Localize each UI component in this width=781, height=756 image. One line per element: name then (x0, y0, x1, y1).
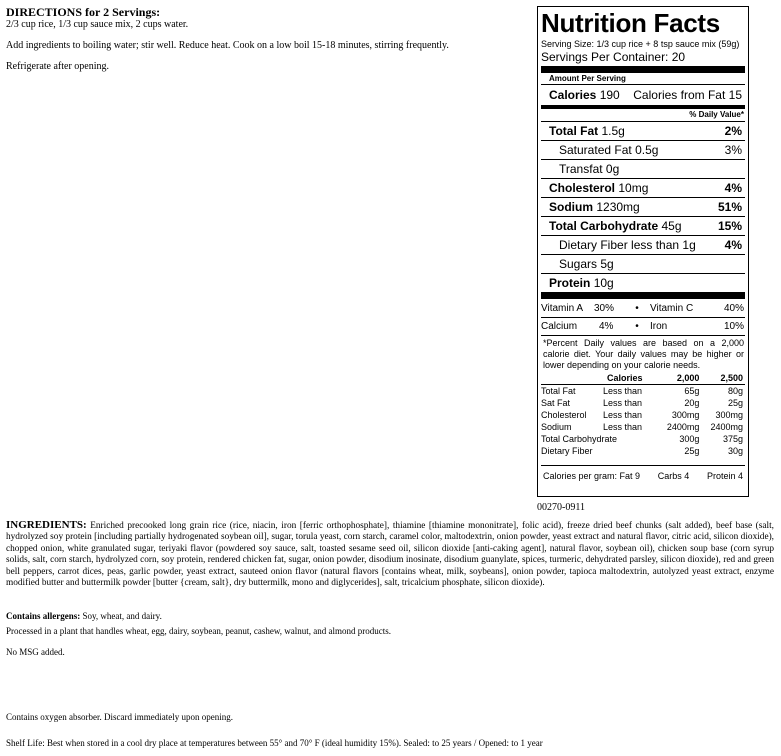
calories-value: 190 (599, 88, 620, 102)
table-cell: 375g (722, 434, 743, 444)
nutrient-amount: less than 1g (631, 238, 696, 252)
directions-line: Refrigerate after opening. (6, 61, 110, 72)
table-cell: 20g (684, 398, 700, 408)
nutrient-row-dietary-fiber (541, 235, 745, 254)
vitamin-a-label: Vitamin A (541, 303, 584, 314)
vitamin-c-value: 40% (723, 303, 744, 314)
table-cell: Total Fat (541, 386, 576, 396)
table-header (541, 372, 599, 385)
divider (541, 317, 745, 318)
nutrient-label: Saturated Fat (559, 143, 632, 157)
table-cell: 2400mg (710, 422, 743, 432)
nutrient-pct: 2% (724, 124, 742, 138)
daily-value-header: % Daily Value* (689, 110, 744, 119)
calcium-value: 4% (599, 321, 614, 332)
calories (549, 85, 620, 105)
allergens (6, 611, 162, 622)
nutrition-facts-title: Nutrition Facts (541, 8, 720, 38)
directions-title: DIRECTIONS for 2 Servings: (6, 5, 161, 19)
table-cell: 300g (679, 434, 700, 444)
table-cell: 80g (727, 386, 743, 396)
ingredients-text: Enriched precooked long grain rice (rice, niacin, iron [ferric orthophosphate], thiamine [thiamine mononitrate], folic acid), freeze dried beef chunks (salt added), beef base (salt, hydrolyzed soy protein [including partially hydrogenated soybean oil], sugar, torula yeast, corn starch, caramel color, maltodextrin, onion powder, yeast extract and natural flavor, citric acid, silicon dioxide), chopped onion, white granulated sugar, teriyaki flavor (powdered soy sauce, salt, toasted sesame seed oil, silicon dioxide [anti-caking agent], natural flavor, soybean oil), chicken soup base (corn syrup solids, salt, corn starch, hydrolyzed corn, soy protein, rendered chicken fat, sugar, onion powder, disodium inosinate, disodium guanylate, spices, turmeric, dehydrated parsley, silicon dioxide), red and green bell peppers, carrot dices, peas, garlic powder, yeast extract, sauteed onion flavor (natural flavors [contains wheat, milk, soybeans], onion powder, tapioca maltodextrin, autolyzed yeast extract, enzyme modified butter and buttermilk powder [butter {cream, salt}, dry buttermilk, mono and diglycerides], salt, tricalcium phosphate, silicon dioxide). (6, 521, 774, 589)
calories-from-fat (633, 85, 742, 105)
mineral-row (541, 319, 745, 335)
calories-row (541, 85, 745, 105)
daily-values-table (541, 372, 745, 457)
nutrient-row-sugars (541, 254, 745, 273)
allergens-label: Contains allergens: (6, 611, 81, 621)
nutrient-amount: 10mg (618, 181, 649, 195)
nutrient-label: Transfat (559, 162, 603, 176)
table-row (541, 385, 745, 398)
table-cell: 300mg (715, 410, 743, 420)
vitamin-row (541, 301, 745, 317)
iron-label: Iron (650, 321, 668, 332)
product-code: 00270-0911 (537, 502, 585, 513)
nutrient-row-sodium (541, 197, 745, 216)
calories-label: Calories (549, 88, 597, 102)
nutrient-label: Protein (549, 276, 591, 290)
nutrient-pct: 51% (717, 200, 742, 214)
table-cell: 300mg (671, 410, 700, 420)
nutrient-label: Sodium (549, 200, 593, 214)
nutrient-pct: 3% (724, 143, 742, 157)
nutrient-row-protein (541, 273, 745, 292)
directions-section (6, 5, 526, 73)
shelf-life: Shelf Life: Best when stored in a cool dry place at temperatures between 55° and 70° F (ideal humidity 15%). Sealed: to 25 years / Opened: to 1 year (6, 738, 543, 748)
allergens-text: Soy, wheat, and dairy. (82, 611, 162, 621)
calories-fat-value: 15 (728, 88, 742, 102)
amount-per-serving: Amount Per Serving (549, 74, 626, 83)
nutrient-amount: 1230mg (596, 200, 640, 214)
table-cell: Less than (603, 386, 643, 396)
bullet: • (635, 303, 639, 314)
no-msg-notice: No MSG added. (6, 647, 65, 657)
calories-per-gram (541, 466, 745, 482)
divider-thick (541, 292, 745, 299)
calories-fat-label: Calories from Fat (633, 88, 726, 102)
divider-thick (541, 66, 745, 73)
processed-notice: Processed in a plant that handles wheat, egg, dairy, soybean, peanut, cashew, walnut, and almond products. (6, 626, 391, 636)
cpg-fat: Fat 9 (619, 471, 641, 481)
bullet: • (635, 321, 639, 332)
ingredients-label: INGREDIENTS: (6, 519, 87, 531)
calcium-label: Calcium (541, 321, 578, 332)
nutrient-pct: 4% (724, 181, 742, 195)
nutrient-amount: 0.5g (635, 143, 659, 157)
nutrient-row-total-carbohydrate (541, 216, 745, 235)
table-cell: Sat Fat (541, 398, 571, 408)
table-header: 2,500 (720, 373, 743, 383)
table-cell: 25g (727, 398, 743, 408)
cpg-protein: Protein 4 (706, 471, 743, 481)
nutrient-pct: 15% (717, 219, 742, 233)
table-cell: 65g (684, 386, 700, 396)
table-header: Calories (607, 373, 643, 383)
table-cell: 2400mg (666, 422, 700, 432)
nutrient-amount: 5g (600, 257, 614, 271)
nutrient-row-cholesterol (541, 178, 745, 197)
table-cell: Less than (603, 398, 643, 408)
vitamin-a-value: 30% (594, 303, 615, 314)
table-cell: Dietary Fiber (541, 446, 593, 456)
table-row (541, 421, 745, 433)
nutrient-label: Sugars (559, 257, 598, 271)
table-row (541, 445, 745, 457)
nutrient-row-transfat (541, 159, 745, 178)
cpg-carbs: Carbs 4 (657, 471, 690, 481)
table-cell: Less than (603, 422, 643, 432)
nutrient-row-total-fat (541, 121, 745, 140)
table-cell: Sodium (541, 422, 572, 432)
nutrient-label: Total Fat (549, 124, 599, 138)
table-header-row (541, 372, 745, 385)
oxygen-absorber-notice: Contains oxygen absorber. Discard immediately upon opening. (6, 712, 233, 722)
directions-line: Add ingredients to boiling water; stir well. Reduce heat. Cook on a low boil 15-18 minutes, stirring frequently. (6, 40, 449, 51)
cpg-label: Calories per gram: (543, 471, 618, 481)
cpg-label-fat (543, 470, 640, 482)
servings-per-container: Servings Per Container: 20 (541, 50, 686, 64)
nutrient-label: Total Carbohydrate (549, 219, 659, 233)
table-cell: 30g (727, 446, 743, 456)
table-row (541, 397, 745, 409)
vitamin-c-label: Vitamin C (650, 303, 694, 314)
table-cell: Less than (603, 410, 643, 420)
serving-size: Serving Size: 1/3 cup rice + 8 tsp sauce mix (59g) (541, 39, 740, 49)
nutrient-label: Cholesterol (549, 181, 616, 195)
table-cell: 25g (684, 446, 700, 456)
table-row (541, 433, 745, 445)
nutrient-amount: 0g (605, 162, 620, 176)
nutrition-facts-panel (537, 6, 749, 497)
nutrient-amount: 10g (593, 276, 614, 290)
ingredients-section (6, 520, 774, 589)
table-header: 2,000 (676, 373, 700, 383)
directions-line: 2/3 cup rice, 1/3 cup sauce mix, 2 cups water. (6, 19, 189, 30)
nutrient-label: Dietary Fiber (559, 238, 628, 252)
nutrient-pct: 4% (724, 238, 742, 252)
table-cell: Cholesterol (541, 410, 587, 420)
nutrient-row-saturated-fat (541, 140, 745, 159)
table-row (541, 409, 745, 421)
iron-value: 10% (723, 321, 744, 332)
table-cell: Total Carbohydrate (541, 434, 618, 444)
footnote: *Percent Daily values are based on a 2,000 calorie diet. Your daily values may be higher or lower depending on your calorie needs. (543, 338, 744, 370)
nutrient-amount: 45g (661, 219, 682, 233)
nutrient-amount: 1.5g (601, 124, 625, 138)
